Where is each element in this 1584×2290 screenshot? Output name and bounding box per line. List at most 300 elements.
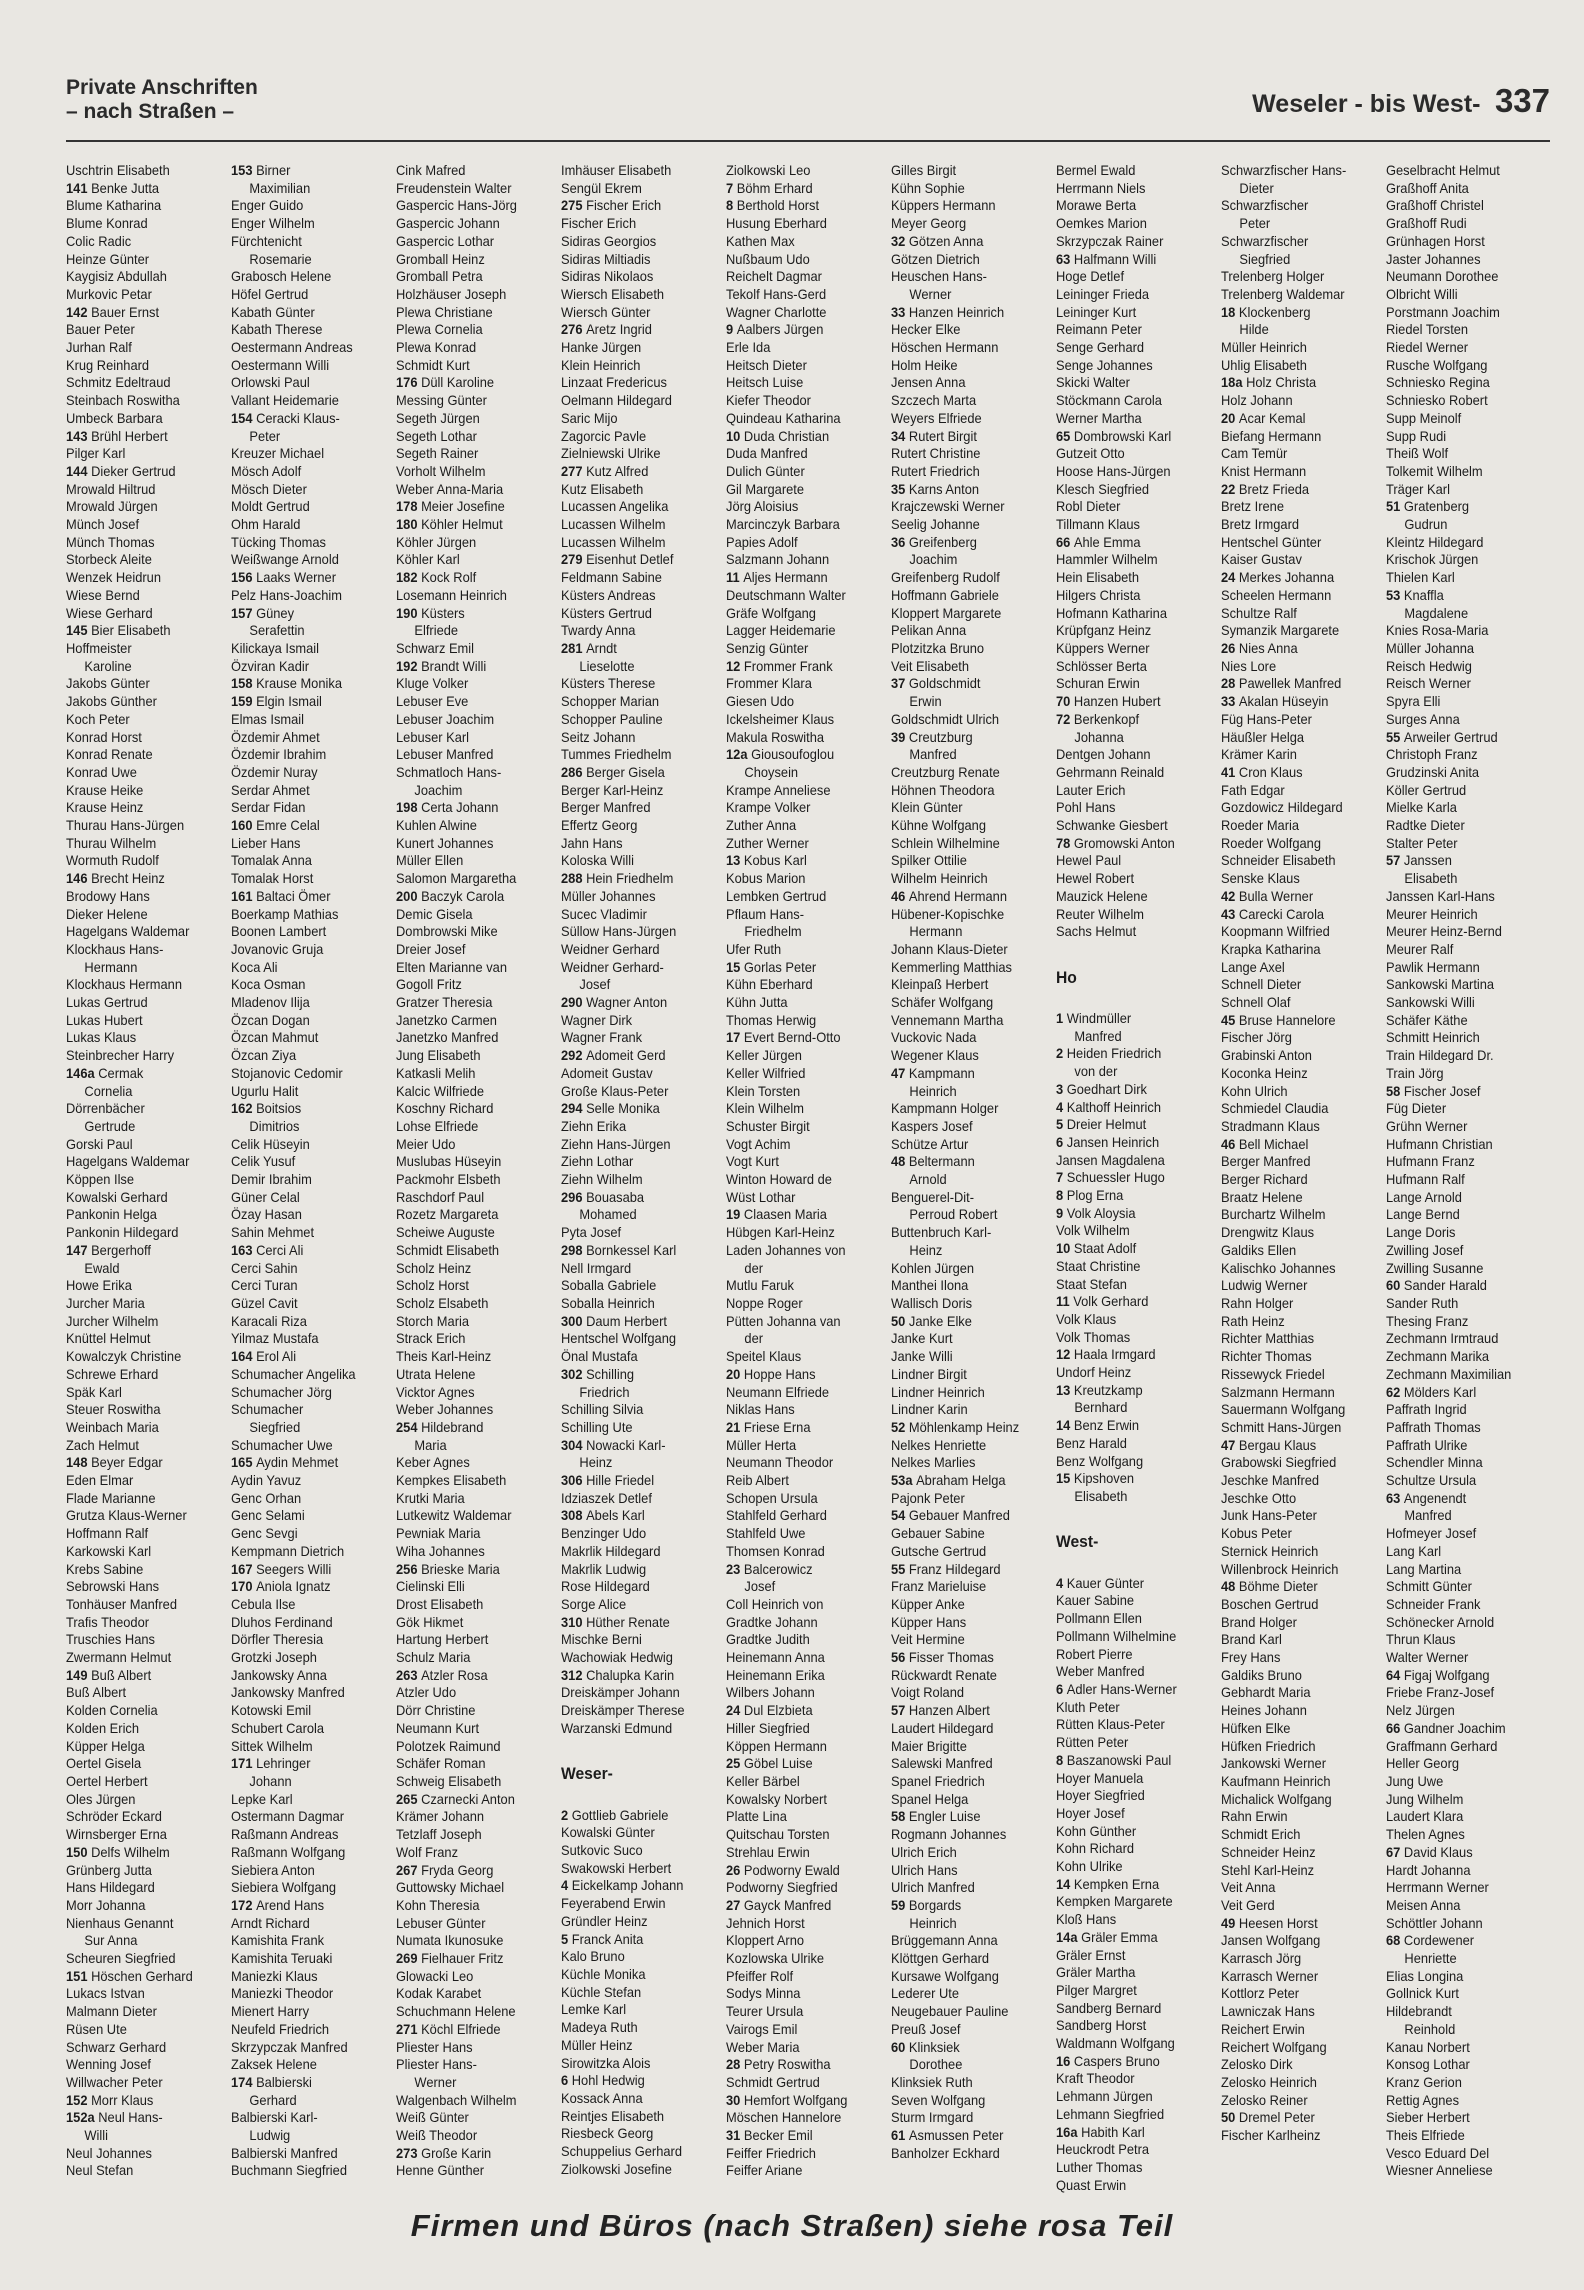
directory-entry bbox=[1056, 711, 1208, 729]
directory-entry: Schuchmann Helene bbox=[396, 2003, 516, 2020]
directory-entry: Zielniewski Ulrike bbox=[561, 445, 661, 462]
directory-entry bbox=[1056, 1099, 1208, 1117]
resident-name: Bulla Werner bbox=[1238, 887, 1314, 904]
directory-column bbox=[726, 162, 891, 2182]
resident-name: Mölders Karl bbox=[1403, 1383, 1477, 1400]
resident-name: Gromowski Anton bbox=[1073, 834, 1175, 851]
directory-entry bbox=[1221, 906, 1373, 924]
directory-entry: Schuppelius Gerhard bbox=[561, 2143, 683, 2160]
directory-entry bbox=[1386, 1932, 1538, 1950]
directory-entry: Wilhelm Heinrich bbox=[891, 870, 988, 887]
directory-entry: Kamishita Frank bbox=[231, 1932, 325, 1949]
directory-entry bbox=[726, 1897, 878, 1915]
directory-entry: Krampe Volker bbox=[726, 799, 811, 816]
directory-entry: Münch Josef bbox=[66, 516, 140, 533]
resident-name: Angenendt bbox=[1403, 1489, 1467, 1506]
directory-entry: Pilger Karl bbox=[66, 445, 126, 462]
directory-entry: Sachs Helmut bbox=[1056, 923, 1137, 940]
directory-entry: Kamishita Teruaki bbox=[231, 1950, 333, 1967]
directory-entry: Genc Selami bbox=[231, 1507, 305, 1524]
directory-entry: Schnell Olaf bbox=[1221, 994, 1291, 1011]
directory-entry: Hewel Paul bbox=[1056, 852, 1122, 869]
house-number: 66 bbox=[1056, 533, 1074, 550]
house-number: 6 bbox=[1056, 1681, 1067, 1697]
entry-continuation: Choysein bbox=[744, 763, 799, 780]
entry-continuation: Dieter bbox=[1239, 179, 1274, 196]
directory-entry bbox=[396, 1561, 548, 1579]
house-number: 4 bbox=[1056, 1574, 1067, 1591]
directory-entry: Schäfer Käthe bbox=[1386, 1011, 1468, 1028]
directory-entry: Pollmann Ellen bbox=[1056, 1610, 1142, 1627]
directory-entry bbox=[1056, 251, 1208, 269]
directory-entry: Lange Axel bbox=[1221, 958, 1285, 975]
directory-entry: Kuhlen Alwine bbox=[396, 817, 477, 834]
directory-entry: Kluth Peter bbox=[1056, 1698, 1120, 1715]
directory-entry: Kowalski Gerhard bbox=[66, 1188, 168, 1205]
directory-entry: Fürchtenicht bbox=[231, 232, 302, 249]
directory-entry: Heitsch Dieter bbox=[726, 356, 807, 373]
directory-entry: Stradmann Klaus bbox=[1221, 1117, 1320, 1134]
directory-entry: Krause Heinz bbox=[66, 799, 144, 816]
directory-entry: Köller Gertrud bbox=[1386, 781, 1467, 798]
directory-entry: Zuther Anna bbox=[726, 817, 797, 834]
directory-entry: Olbricht Willi bbox=[1386, 285, 1458, 302]
directory-entry: Scholz Elsabeth bbox=[396, 1295, 489, 1311]
directory-entry: Benguerel-Dit- bbox=[891, 1188, 975, 1205]
resident-name: Sander Harald bbox=[1403, 1277, 1487, 1294]
directory-entry: Mienert Harry bbox=[231, 2003, 310, 2020]
directory-entry: Gromball Heinz bbox=[396, 250, 485, 267]
directory-entry bbox=[891, 1808, 1043, 1826]
directory-entry: Frommer Klara bbox=[726, 675, 812, 692]
directory-entry bbox=[1056, 1417, 1208, 1435]
resident-name: Fischer Josef bbox=[1403, 1082, 1481, 1099]
house-number: 46 bbox=[891, 887, 909, 904]
directory-entry: Dreiskämper Johann bbox=[561, 1684, 680, 1701]
directory-entry bbox=[231, 1454, 383, 1472]
entry-continuation: Sur Anna bbox=[84, 1932, 138, 1949]
house-number: 11 bbox=[726, 569, 744, 586]
directory-entry: Porstmann Joachim bbox=[1386, 303, 1500, 320]
directory-entry bbox=[1386, 1844, 1538, 1862]
house-number: 56 bbox=[891, 1649, 909, 1666]
directory-entry: Nienhaus Genannt bbox=[66, 1914, 174, 1931]
directory-entry: Dörr Christine bbox=[396, 1702, 476, 1719]
directory-entry: Wagner Charlotte bbox=[726, 303, 827, 320]
directory-entry: Lang Martina bbox=[1386, 1560, 1462, 1577]
directory-entry: Moldt Gertrud bbox=[231, 498, 310, 515]
directory-entry: Erle Ida bbox=[726, 339, 771, 356]
resident-name: Kreutzkamp bbox=[1073, 1381, 1143, 1398]
directory-entry: Rutert Friedrich bbox=[891, 462, 980, 479]
directory-entry: Schwarzfischer bbox=[1221, 197, 1309, 214]
resident-name: Boitsios bbox=[256, 1100, 302, 1117]
directory-entry: Pelikan Anna bbox=[891, 622, 967, 639]
directory-entry: Weiß Günter bbox=[396, 2109, 469, 2126]
directory-entry: Götzen Dietrich bbox=[891, 250, 980, 267]
directory-entry: Idziaszek Detlef bbox=[561, 1489, 652, 1506]
directory-entry: Hübener-Kopischke bbox=[891, 905, 1005, 922]
directory-entry: Siebiera Wolfgang bbox=[231, 1879, 337, 1896]
directory-entry: Lehmann Jürgen bbox=[1056, 2088, 1153, 2105]
directory-entry bbox=[891, 304, 1043, 322]
house-number: 7 bbox=[726, 179, 737, 196]
directory-entry: Keller Bärbel bbox=[726, 1772, 800, 1789]
directory-entry: Kalcic Wilfriede bbox=[396, 1082, 485, 1099]
directory-entry bbox=[891, 2039, 1043, 2057]
resident-name: Holz Christa bbox=[1246, 374, 1317, 391]
directory-entry: Veit Elisabeth bbox=[891, 657, 970, 674]
entry-continuation: Elisabeth bbox=[1074, 1488, 1128, 1504]
directory-entry: Schmitt Hans-Jürgen bbox=[1221, 1418, 1342, 1435]
directory-entry: Sandberg Bernard bbox=[1056, 1999, 1162, 2016]
directory-entry: Bretz Irmgard bbox=[1221, 516, 1300, 533]
house-number: 198 bbox=[396, 799, 422, 816]
directory-entry: Siebiera Anton bbox=[231, 1861, 315, 1878]
directory-entry: Vennemann Martha bbox=[891, 1011, 1004, 1028]
directory-entry: Schmatloch Hans- bbox=[396, 763, 502, 780]
directory-entry bbox=[1221, 481, 1373, 499]
directory-entry: Wolf Franz bbox=[396, 1843, 459, 1860]
directory-entry bbox=[1221, 1437, 1373, 1455]
directory-entry bbox=[561, 1242, 713, 1260]
directory-entry: Walter Werner bbox=[1386, 1649, 1469, 1666]
directory-entry: Reimann Peter bbox=[1056, 321, 1142, 338]
directory-entry bbox=[1056, 1187, 1208, 1205]
resident-name: Bell Michael bbox=[1238, 1135, 1309, 1152]
directory-entry bbox=[1056, 1470, 1208, 1488]
directory-entry: Wallisch Doris bbox=[891, 1295, 973, 1311]
directory-entry bbox=[561, 1507, 713, 1525]
directory-entry: Zechmann Marika bbox=[1386, 1348, 1490, 1365]
directory-entry: Kobus Marion bbox=[726, 870, 806, 887]
directory-entry: Rissewyck Friedel bbox=[1221, 1365, 1325, 1382]
directory-entry: Ziehn Lothar bbox=[561, 1153, 634, 1170]
directory-entry: Kowalczyk Christine bbox=[66, 1348, 182, 1365]
resident-name: Hanzen Heinrich bbox=[908, 303, 1005, 320]
directory-entry: Koca Ali bbox=[231, 958, 278, 975]
directory-entry: Thurau Wilhelm bbox=[66, 834, 157, 851]
resident-name: Franz Hildegard bbox=[908, 1560, 1001, 1577]
directory-entry: Adomeit Gustav bbox=[561, 1064, 653, 1081]
resident-name: Kampmann bbox=[908, 1064, 975, 1081]
directory-entry bbox=[561, 1877, 713, 1895]
directory-entry: Gil Margarete bbox=[726, 480, 805, 497]
directory-entry: Boerkamp Mathias bbox=[231, 905, 339, 922]
directory-entry: Weber Anna-Maria bbox=[396, 480, 504, 497]
directory-entry: Wenzek Heidrun bbox=[66, 569, 161, 586]
directory-entry: Teurer Ursula bbox=[726, 2003, 804, 2020]
directory-entry: Köhler Karl bbox=[396, 551, 460, 568]
resident-name: Greifenberg bbox=[908, 533, 977, 550]
resident-name: Dremel Peter bbox=[1238, 2109, 1315, 2126]
directory-entry: Krämer Johann bbox=[396, 1808, 485, 1825]
page-header bbox=[66, 72, 1550, 142]
directory-entry: Galdiks Ellen bbox=[1221, 1241, 1297, 1258]
directory-entry: Reichert Erwin bbox=[1221, 2020, 1305, 2037]
directory-entry: Numata Ikunosuke bbox=[396, 1932, 504, 1949]
directory-entry: Gradtke Johann bbox=[726, 1613, 818, 1630]
directory-entry: Buchmann Siegfried bbox=[231, 2162, 347, 2179]
directory-entry: Morr Johanna bbox=[66, 1896, 146, 1913]
directory-entry: Boonen Lambert bbox=[231, 923, 327, 940]
directory-entry: Holm Heike bbox=[891, 356, 958, 373]
entry-continuation: Peter bbox=[1239, 215, 1271, 232]
directory-entry: Hagelgans Waldemar bbox=[66, 1153, 190, 1170]
directory-entry: Küsters Therese bbox=[561, 675, 656, 692]
directory-entry: Karkowski Karl bbox=[66, 1542, 152, 1559]
directory-entry bbox=[561, 551, 713, 569]
resident-name: Meier Josefine bbox=[421, 498, 505, 515]
resident-name: Seegers Willi bbox=[256, 1560, 332, 1577]
directory-entry bbox=[1221, 1578, 1373, 1596]
spacer bbox=[1056, 941, 1208, 959]
directory-entry: Hein Elisabeth bbox=[1056, 569, 1140, 586]
directory-entry bbox=[561, 1189, 713, 1207]
directory-entry: Zach Helmut bbox=[66, 1436, 140, 1453]
directory-entry: Plewa Konrad bbox=[396, 339, 477, 356]
directory-entry bbox=[231, 2074, 383, 2092]
directory-entry: Küchle Stefan bbox=[561, 1983, 642, 2000]
resident-name: Brieske Maria bbox=[421, 1560, 500, 1577]
directory-entry: Oles Jürgen bbox=[66, 1790, 136, 1807]
directory-entry: Gradtke Judith bbox=[726, 1631, 810, 1648]
directory-entry: Fischer Erich bbox=[561, 215, 637, 232]
house-number: 67 bbox=[1386, 1843, 1404, 1860]
house-number: 14 bbox=[1056, 1875, 1074, 1892]
directory-entry: Gutsche Gertrud bbox=[891, 1542, 987, 1559]
directory-entry: Kempmann Dietrich bbox=[231, 1542, 345, 1559]
directory-entry: Stahlfeld Uwe bbox=[726, 1525, 806, 1542]
directory-entry: Hiller Siegfried bbox=[726, 1719, 810, 1736]
directory-entry: Hübgen Karl-Heinz bbox=[726, 1224, 835, 1241]
directory-entry: Schrewe Erhard bbox=[66, 1365, 159, 1382]
directory-entry: Schmidt Gertrud bbox=[726, 2073, 820, 2090]
house-number: 48 bbox=[1221, 1578, 1239, 1595]
directory-entry: Große Klaus-Peter bbox=[561, 1082, 669, 1099]
directory-entry: Jansen Wolfgang bbox=[1221, 1932, 1321, 1949]
directory-entry: Jurhan Ralf bbox=[66, 339, 132, 356]
directory-entry: Senzig Günter bbox=[726, 639, 809, 656]
entry-continuation: Willi bbox=[84, 2127, 109, 2144]
entry-continuation: Manfred bbox=[909, 746, 957, 763]
resident-name: Bruse Hannelore bbox=[1238, 1011, 1336, 1028]
resident-name: Karns Anton bbox=[908, 480, 980, 497]
directory-entry bbox=[891, 534, 1043, 552]
directory-entry: Brand Karl bbox=[1221, 1631, 1282, 1648]
resident-name: Hemfort Wolfgang bbox=[743, 2091, 848, 2108]
directory-entry: Jansen Magdalena bbox=[1056, 1151, 1165, 1168]
directory-entry: Kempken Margarete bbox=[1056, 1893, 1173, 1910]
resident-name: Hohl Hedwig bbox=[571, 2072, 645, 2089]
house-number: 57 bbox=[891, 1702, 909, 1719]
resident-name: Kutz Alfred bbox=[586, 462, 649, 479]
directory-entry bbox=[1386, 498, 1538, 516]
directory-entry: Kalischko Johannes bbox=[1221, 1259, 1336, 1276]
directory-entry: Kozlowska Ulrike bbox=[726, 1950, 825, 1967]
directory-entry: Paffrath Ulrike bbox=[1386, 1436, 1468, 1453]
directory-entry: Deutschmann Walter bbox=[726, 586, 846, 603]
house-number: 147 bbox=[66, 1241, 92, 1258]
directory-entry: Fath Edgar bbox=[1221, 781, 1285, 798]
directory-entry: Heinze Günter bbox=[66, 250, 150, 267]
house-number: 302 bbox=[561, 1365, 587, 1382]
house-number: 141 bbox=[66, 179, 92, 196]
resident-name: Aretz Ingrid bbox=[586, 321, 652, 338]
entry-continuation: Arnold bbox=[909, 1171, 947, 1188]
house-number: 16 bbox=[1056, 2052, 1074, 2069]
directory-entry: Reintjes Elisabeth bbox=[561, 2107, 665, 2124]
directory-entry: Konrad Uwe bbox=[66, 763, 137, 780]
directory-entry: Neumann Dorothee bbox=[1386, 268, 1499, 285]
resident-name: Lehringer bbox=[256, 1755, 311, 1772]
resident-name: Borgards bbox=[908, 1896, 962, 1913]
entry-continuation: Friedrich bbox=[579, 1383, 630, 1400]
directory-entry: Wagner Frank bbox=[561, 1029, 643, 1046]
directory-entry bbox=[891, 1065, 1043, 1083]
directory-entry bbox=[66, 304, 218, 322]
directory-entry: Brand Holger bbox=[1221, 1613, 1297, 1630]
directory-entry bbox=[726, 2092, 878, 2110]
directory-entry: Keber Agnes bbox=[396, 1454, 470, 1471]
directory-entry: Müller Ellen bbox=[396, 852, 464, 869]
directory-entry bbox=[891, 1153, 1043, 1171]
house-number: 30 bbox=[726, 2091, 744, 2108]
directory-entry bbox=[231, 1561, 383, 1579]
directory-entry: Karacali Riza bbox=[231, 1312, 307, 1329]
house-number: 160 bbox=[231, 817, 257, 834]
directory-entry bbox=[1056, 534, 1208, 552]
directory-entry: Hufmann Ralf bbox=[1386, 1171, 1465, 1188]
directory-entry bbox=[396, 374, 548, 392]
directory-entry bbox=[66, 1844, 218, 1862]
directory-entry: Biefang Hermann bbox=[1221, 427, 1322, 444]
directory-entry: Atzler Udo bbox=[396, 1684, 457, 1701]
house-number: 16a bbox=[1056, 2123, 1082, 2140]
directory-entry: Müller Heinz bbox=[561, 2036, 633, 2053]
directory-entry: Creutzburg Renate bbox=[891, 763, 1000, 780]
house-number: 8 bbox=[1056, 1751, 1067, 1768]
directory-entry: Coll Heinrich von bbox=[726, 1595, 824, 1612]
directory-entry bbox=[1221, 1136, 1373, 1154]
directory-entry: Yilmaz Mustafa bbox=[231, 1330, 319, 1347]
house-number: 24 bbox=[1221, 569, 1239, 586]
house-number: 2 bbox=[1056, 1045, 1067, 1062]
directory-entry: Kowalsky Norbert bbox=[726, 1790, 827, 1807]
resident-name: Berthold Horst bbox=[736, 197, 820, 214]
resident-name: Klockenberg bbox=[1238, 303, 1311, 320]
directory-entry: Kalo Bruno bbox=[561, 1948, 625, 1965]
house-number: 47 bbox=[891, 1064, 909, 1081]
directory-entry: Grotzki Joseph bbox=[231, 1649, 317, 1666]
directory-entry: Vogt Kurt bbox=[726, 1153, 779, 1170]
directory-entry: Marcinczyk Barbara bbox=[726, 516, 840, 533]
footer-note: Firmen und Büros (nach Straßen) siehe rosa Teil bbox=[410, 2208, 1174, 2243]
directory-entry: Segeth Jürgen bbox=[396, 409, 480, 426]
resident-name: Atzler Rosa bbox=[421, 1666, 488, 1683]
entry-continuation: Joachim bbox=[414, 781, 463, 798]
resident-name: Hanzen Albert bbox=[908, 1702, 990, 1719]
directory-entry: Kutz Elisabeth bbox=[561, 480, 644, 497]
house-number: 263 bbox=[396, 1666, 422, 1683]
directory-entry bbox=[396, 658, 548, 676]
directory-entry: Papies Adolf bbox=[726, 533, 798, 550]
directory-entry bbox=[561, 870, 713, 888]
directory-entry: Konsog Lothar bbox=[1386, 2056, 1470, 2073]
resident-name: Windmüller bbox=[1066, 1010, 1132, 1027]
directory-entry: Messing Günter bbox=[396, 392, 487, 409]
directory-entry bbox=[1221, 1915, 1373, 1933]
directory-entry: Rüsen Ute bbox=[66, 2020, 127, 2037]
directory-entry: Spanel Helga bbox=[891, 1790, 969, 1807]
house-number: 310 bbox=[561, 1613, 587, 1630]
directory-entry: Paffrath Thomas bbox=[1386, 1418, 1481, 1435]
entry-continuation: Henriette bbox=[1404, 1950, 1457, 1967]
resident-name: Halfmann Willi bbox=[1073, 250, 1157, 267]
directory-entry: Kathen Max bbox=[726, 232, 795, 249]
house-number: 54 bbox=[891, 1507, 909, 1524]
directory-entry: Dieker Helene bbox=[66, 905, 148, 922]
directory-entry: Jakobs Günther bbox=[66, 693, 157, 710]
house-number: 10 bbox=[1056, 1240, 1074, 1257]
directory-entry: Thurau Hans-Jürgen bbox=[66, 817, 185, 834]
directory-entry bbox=[1056, 1876, 1208, 1894]
directory-column bbox=[1056, 162, 1221, 2193]
resident-name: Schuessler Hugo bbox=[1066, 1169, 1165, 1186]
directory-entry: Weidner Gerhard- bbox=[561, 958, 664, 975]
directory-entry: Zaksek Helene bbox=[231, 2056, 317, 2073]
directory-entry: Küchle Monika bbox=[561, 1965, 646, 1982]
entry-continuation: Perroud Robert bbox=[909, 1206, 998, 1223]
directory-entry: Soballa Gabriele bbox=[561, 1277, 657, 1294]
resident-name: Heesen Horst bbox=[1238, 1914, 1318, 1931]
directory-entry: Schmitt Günter bbox=[1386, 1578, 1472, 1595]
directory-entry bbox=[1056, 1346, 1208, 1364]
house-number: 63 bbox=[1386, 1489, 1404, 1506]
directory-entry: Robert Pierre bbox=[1056, 1645, 1133, 1662]
directory-entry: Gräler Ernst bbox=[1056, 1946, 1126, 1963]
directory-entry: Gaspercic Johann bbox=[396, 215, 500, 232]
directory-entry: Schuran Erwin bbox=[1056, 675, 1140, 692]
directory-entry: Steinbrecher Harry bbox=[66, 1047, 175, 1064]
directory-entry: Dombrowski Mike bbox=[396, 923, 498, 940]
directory-entry: Pollmann Wilhelmine bbox=[1056, 1627, 1177, 1644]
directory-entry bbox=[891, 675, 1043, 693]
directory-entry: Seitz Johann bbox=[561, 728, 636, 745]
directory-entry: Jaster Johannes bbox=[1386, 250, 1481, 267]
directory-entry: Hoyer Manuela bbox=[1056, 1769, 1144, 1786]
directory-entry: Sebrowski Hans bbox=[66, 1578, 160, 1595]
directory-entry: Kunert Johannes bbox=[396, 834, 494, 851]
house-number: 171 bbox=[231, 1755, 257, 1772]
house-number: 145 bbox=[66, 622, 92, 639]
house-number: 19 bbox=[726, 1206, 744, 1223]
house-number: 306 bbox=[561, 1472, 587, 1489]
entry-continuation: Joachim bbox=[909, 551, 958, 568]
resident-name: Carecki Carola bbox=[1238, 905, 1325, 922]
house-number: 24 bbox=[726, 1702, 744, 1719]
directory-entry: Gründler Heinz bbox=[561, 1912, 648, 1929]
directory-entry bbox=[1056, 1293, 1208, 1311]
directory-entry bbox=[726, 959, 878, 977]
directory-entry: Grabowski Siegfried bbox=[1221, 1454, 1337, 1471]
directory-entry: Klesch Siegfried bbox=[1056, 480, 1150, 497]
directory-entry: Rückwardt Renate bbox=[891, 1666, 997, 1683]
resident-name: Dieker Gertrud bbox=[91, 462, 176, 479]
directory-entry: Meurer Ralf bbox=[1386, 940, 1454, 957]
directory-entry: Klöttgen Gerhard bbox=[891, 1950, 990, 1967]
directory-entry: Müller Herta bbox=[726, 1436, 797, 1453]
